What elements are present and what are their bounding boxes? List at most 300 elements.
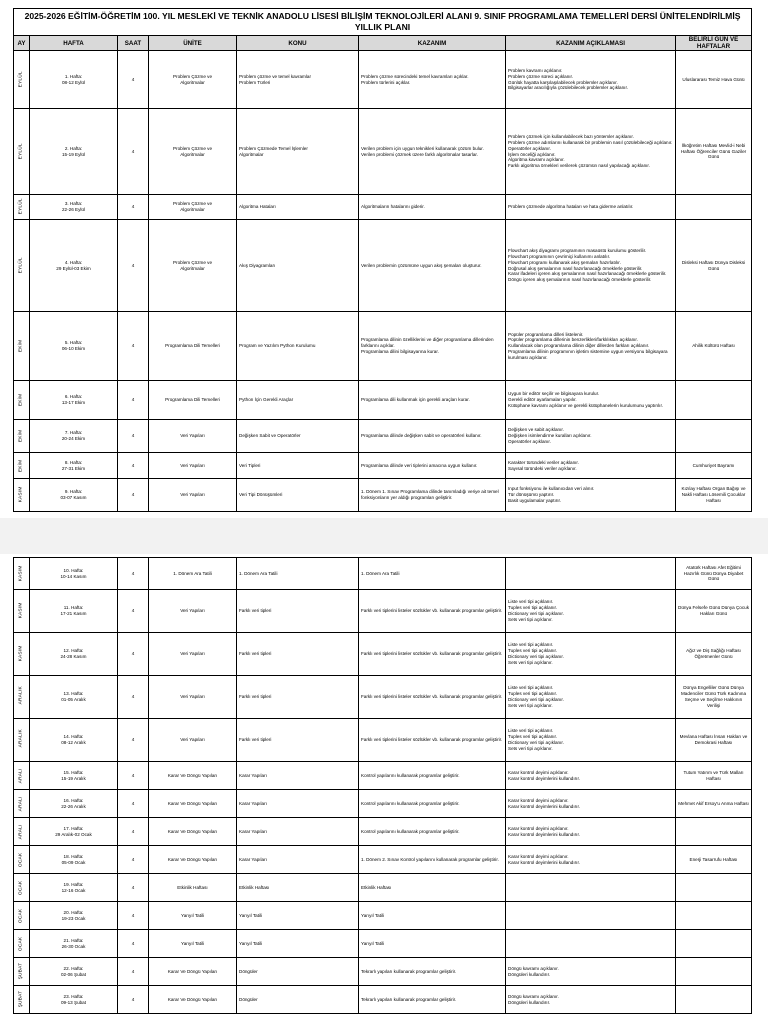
month-label: EYLÜL [18,256,24,273]
title-row [14,9,752,36]
cell-line: Karar kontrol deyimi açıklanır. [508,797,569,803]
cell-konu [237,846,359,874]
cell-line: Mehmet Akif Ersoy'u Anma Haftası [678,800,749,806]
cell-line: Verilen problem için uygun teknikleri kullanarak çözüm bulur. [361,145,484,151]
cell-konu [237,930,359,958]
table-row [14,195,752,220]
cell-hafta [30,312,118,381]
cell-ay [14,719,30,762]
cell-line: Tuples veri tipi açıklanır. [508,605,558,611]
cell-unite [149,51,237,109]
cell-line: Popüler programlama dilleri listelenir. [508,331,584,337]
cell-line: Karar ifadeleri içeren akış şemalarının nasıl hazırlanacağı örneklerle gösterilir. [508,271,667,277]
cell-line: Programlama dili kullanmak için gerekli araçları kurar. [361,397,470,403]
cell-unite [149,676,237,719]
month-label: EYLÜL [18,142,24,159]
cell-line: Değişken Sabit ve Operatörler [239,433,301,439]
cell-line: Karar Ve Döngü Yapıları [167,856,218,862]
cell-line: 18. Hafta: [63,853,84,859]
cell-line: Dictionary veri tipi açıklanır. [508,611,564,616]
cell-ay [14,381,30,420]
cell-line: Değişken isimlendirme kuralları açıklanır. [508,433,592,439]
cell-line: Dictionary veri tipi açıklanır. [508,654,564,659]
cell-gunler [676,930,752,958]
cell-saat: 4 [118,986,149,1014]
table-row [14,719,752,762]
table-row [14,986,752,1014]
cell-kazanim [359,51,506,109]
cell-line: Farklı veri tiplerini listeler sözlükler vb. kullanarak programlar geliştirir. [361,651,503,657]
cell-line: Problem Türleri [239,79,271,85]
cell-aciklama [506,930,676,958]
cell-kazanim [359,818,506,846]
cell-gunler [676,558,752,590]
cell-line: Uluslararası Temiz Hava Günü [682,76,745,82]
cell-aciklama [506,420,676,453]
cell-gunler [676,312,752,381]
month-label: ARALI [18,796,24,811]
month-label: EKİM [18,429,24,443]
month-label: EYLÜL [18,198,24,215]
cell-gunler [676,220,752,312]
cell-aciklama [506,958,676,986]
header-row [14,36,752,51]
cell-line: Yarıyıl Tatili [180,940,205,946]
cell-line: 15-19 Eylül [62,151,85,157]
table-row [14,902,752,930]
cell-hafta [30,633,118,676]
cell-line: Sets veri tipi açıklanır. [508,702,553,708]
month-label: EKİM [18,459,24,472]
month-label: OCAK [18,852,24,867]
cell-line: Veri Yapıları [180,737,205,743]
cell-line: Algoritmaların hatalarını giderir. [361,204,425,210]
cell-saat: 4 [118,109,149,195]
cell-line: Kontrol yapılarını kullanarak programlar geliştirir. [361,800,460,806]
cell-line: 09-13 Şubat [60,999,87,1005]
cell-saat: 4 [118,590,149,633]
cell-line: Operatörler açıklanır. [508,438,551,444]
month-label: ARALIK [18,729,24,748]
cell-konu [237,195,359,220]
table-row [14,51,752,109]
cell-kazanim [359,381,506,420]
cell-line: 22. Hafta: [63,965,84,971]
cell-line: Enerji Tasarrufu Haftası [689,856,738,862]
cell-gunler [676,381,752,420]
cell-line: Döngü kavramı açıklanır. [508,965,559,971]
cell-aciklama [506,818,676,846]
cell-gunler [676,676,752,719]
cell-konu [237,590,359,633]
cell-line: Ahilik Kültürü Haftası [692,343,735,349]
cell-line: Farklı algoritma örnekleri verilerek çözümün nasıl yapılacağı açıklanır. [508,163,650,169]
cell-line: Döngü içeren akış şemalarının nasıl hazırlanacağı örneklerle gösterilir. [508,277,652,283]
cell-gunler [676,958,752,986]
cell-line: Problem Çözme ve [172,145,213,151]
cell-konu [237,51,359,109]
table-row [14,958,752,986]
cell-line: 12. Hafta: [63,648,84,654]
cell-line: Karar kontrol deyimlerini kullandırır. [508,831,580,837]
cell-line: 29 Eylül-03 Ekim [56,265,91,271]
cell-hafta [30,479,118,512]
cell-line: 06-10 Ekim [61,346,86,351]
cell-gunler [676,633,752,676]
cell-line: Yarıyıl Tatili [361,912,385,918]
cell-kazanim [359,676,506,719]
cell-gunler [676,719,752,762]
cell-line: Programlama dilinde değişken sabit ve operatörleri kullanır. [361,433,482,439]
cell-line: 11. Hafta: [63,605,84,611]
cell-aciklama [506,874,676,902]
cell-line: 08-12 Aralık [61,740,86,745]
cell-aciklama [506,719,676,762]
cell-line: 7. Hafta: [64,430,83,436]
cell-line: Problem çözme sürecindeki temel kavramları açıklar. [361,73,469,79]
cell-hafta [30,453,118,479]
cell-line: 02-06 Şubat [60,971,87,977]
plan-page-1 [13,8,751,512]
cell-saat: 4 [118,719,149,762]
cell-gunler [676,790,752,818]
cell-line: Döngü kavramı açıklanır. [508,993,559,999]
cell-line: Değişken ve sabit açıklanır. [508,427,564,433]
month-label: KASIM [18,486,24,503]
cell-line: Doğrusal akış şemalarının nasıl hazırlanacağı örneklerle gösterilir. [508,265,643,271]
cell-line: Flowchart programının çevrimiçi kullanımı anlatılır. [508,253,611,259]
cell-kazanim [359,453,506,479]
cell-line: Kontrol yapılarını kullanarak programlar geliştirir. [361,772,460,778]
cell-line: 01-05 Aralık [61,697,86,702]
cell-saat: 4 [118,762,149,790]
cell-line: 12-16 Ocak [61,887,86,893]
cell-kazanim [359,719,506,762]
cell-aciklama [506,453,676,479]
header-hafta: HAFTA [30,36,118,51]
cell-line: Algoritmalar [180,265,205,271]
cell-line: Programlama dilinin programının işletim sistemine uygun versiyonu bilgisayara kurulması açıklanır. [508,348,668,360]
cell-hafta [30,558,118,590]
cell-kazanim [359,790,506,818]
table-row [14,633,752,676]
cell-saat: 4 [118,381,149,420]
table-row [14,930,752,958]
cell-saat: 4 [118,633,149,676]
cell-konu [237,676,359,719]
cell-line: Algoritma Hataları [239,204,276,210]
cell-line: Etkinlik Haftası [361,884,392,890]
header-belirli-gunler: BELİRLİ GÜN VE HAFTALAR [676,36,752,51]
cell-line: Karar Ve Döngü Yapıları [167,996,218,1002]
cell-ay [14,590,30,633]
cell-line: Karakter türündeki veriler açıklanır. [508,459,579,465]
cell-line: Verilen problemin çözümüne uygun akış şemaları oluşturur. [361,262,482,268]
cell-line: 2. Hafta: [64,145,83,151]
cell-line: Verilen problemi çözmek üzere farklı algoritmalar tasarlar. [361,151,478,157]
cell-hafta [30,109,118,195]
cell-line: 19. Hafta: [63,881,84,887]
cell-saat: 4 [118,453,149,479]
cell-kazanim [359,762,506,790]
cell-ay [14,762,30,790]
cell-line: 20. Hafta: [63,909,84,915]
cell-line: Karar kontrol deyimi açıklanır. [508,769,569,775]
cell-gunler [676,986,752,1014]
table-row [14,381,752,420]
month-label: ARALI [18,768,24,783]
cell-aciklama [506,195,676,220]
cell-aciklama [506,558,676,590]
cell-line: Yarıyıl Tatili [239,940,263,946]
cell-line: Farklı veri tiplerini listeler sözlükler vb. kullanarak programlar geliştirir. [361,694,503,700]
cell-line: Karar Yapıları [239,800,267,806]
table-row [14,558,752,590]
cell-line: Algoritma kavramı açıklanır. [508,157,565,163]
cell-line: Karar Yapıları [239,828,267,834]
cell-line: 29 Aralık-02 Ocak [55,831,92,837]
page-gap [0,518,768,554]
cell-saat: 4 [118,846,149,874]
cell-line: Atatürk Haftası Afet Eğitimi Hazırlık Günü Dünya Diyabet Günü [683,564,744,582]
header-kazanim: KAZANIM [359,36,506,51]
cell-line: Python İçin Gerekli Araçlar [239,397,294,403]
cell-unite [149,818,237,846]
month-label: OCAK [18,908,24,923]
cell-line: Karar kontrol deyimlerini kullandırır. [508,803,580,809]
cell-unite [149,930,237,958]
cell-line: 1. Dönem Ara Tatili [239,570,278,576]
cell-line: Algoritmalar [180,151,205,157]
cell-line: 1. Dönem 1. Sınav Programlama dilinde tanımladığı veriye ait temel fonksiyonların yer aldığı programları geliştirir. [361,489,499,500]
cell-line: Liste veri tipi açıklanır. [508,599,554,605]
cell-gunler [676,109,752,195]
cell-hafta [30,220,118,312]
cell-saat: 4 [118,220,149,312]
cell-line: Döngüler [239,968,258,974]
cell-gunler [676,590,752,633]
cell-aciklama [506,51,676,109]
cell-saat: 4 [118,958,149,986]
header-kazanim-aciklamasi: KAZANIM AÇIKLAMASI [506,36,676,51]
cell-ay [14,312,30,381]
cell-hafta [30,902,118,930]
cell-line: Problem çözmek için kullanılabilecek bazı yöntemler açıklanır. [508,134,634,140]
cell-konu [237,902,359,930]
cell-line: Yarıyıl Tatili [180,912,205,918]
cell-line: Farklı veri tiplerini listeler sözlükler vb. kullanarak programlar geliştirir. [361,608,503,614]
cell-line: Liste veri tipi açıklanır. [508,685,554,691]
cell-line: 14. Hafta: [63,734,84,740]
cell-ay [14,558,30,590]
cell-kazanim [359,312,506,381]
cell-ay [14,479,30,512]
cell-line: Liste veri tipi açıklanır. [508,642,554,648]
cell-hafta [30,381,118,420]
cell-gunler [676,195,752,220]
cell-line: Tutum Yatırım ve Türk Malları Haftası [683,769,744,781]
month-label: ARALIK [18,686,24,705]
month-label: ARALI [18,824,24,839]
cell-line: Veri Tipleri [239,462,261,468]
cell-line: 22-26 Eylül [62,207,85,212]
cell-line: 17. Hafta: [63,825,84,831]
cell-line: Veri Yapıları [180,492,205,498]
month-label: EKİM [18,339,24,353]
cell-line: 3. Hafta: [64,201,83,207]
month-label: ŞUBAT [18,990,24,1007]
header-unite: ÜNİTE [149,36,237,51]
month-label: KASIM [18,602,24,619]
cell-line: Bilgisayarlar aracılığıyla çözülebilecek problemler açıklanır. [508,85,629,91]
table-row [14,109,752,195]
cell-kazanim [359,986,506,1014]
cell-line: Tuples veri tipi açıklanır. [508,734,558,740]
cell-line: 03-07 Kasım [60,495,87,500]
cell-unite [149,453,237,479]
cell-gunler [676,902,752,930]
plan-table-1 [13,8,752,512]
cell-hafta [30,930,118,958]
cell-gunler [676,846,752,874]
cell-kazanim [359,902,506,930]
cell-line: Tekrarlı yapıları kullanarak programlar geliştirir. [361,968,457,974]
cell-ay [14,790,30,818]
cell-line: Popüler programlama dillerinin benzerlikleri/farklılıkları açıklanır. [508,337,638,343]
cell-unite [149,381,237,420]
cell-line: Farklı veri tipleri [239,737,272,743]
cell-ay [14,818,30,846]
cell-saat: 4 [118,558,149,590]
cell-hafta [30,719,118,762]
cell-aciklama [506,109,676,195]
cell-line: Programlama Dili Temelleri [165,397,220,403]
cell-line: Farklı veri tipleri [239,651,272,657]
cell-hafta [30,195,118,220]
cell-line: 20-24 Ekim [61,436,86,441]
cell-hafta [30,51,118,109]
cell-aciklama [506,220,676,312]
cell-konu [237,719,359,762]
cell-aciklama [506,676,676,719]
cell-line: Karar kontrol deyimi açıklanır. [508,825,569,831]
cell-line: Problem Çözme ve [172,201,213,207]
cell-line: 24-28 Kasım [60,654,87,659]
cell-unite [149,312,237,381]
cell-line: Problem çözmede algoritma hataları ve hata giderme anlatılır. [508,204,634,210]
cell-line: 1. Hafta: [64,73,83,79]
cell-saat: 4 [118,930,149,958]
cell-line: Döngüleri kullandırır. [508,971,551,977]
cell-hafta [30,874,118,902]
cell-hafta [30,846,118,874]
cell-ay [14,195,30,220]
cell-kazanim [359,846,506,874]
cell-gunler [676,420,752,453]
cell-line: Farklı veri tipleri [239,608,272,614]
cell-line: 13. Hafta: [63,691,84,697]
cell-line: 26-30 Ocak [61,943,86,949]
month-label: KASIM [18,565,24,581]
cell-line: Disleksi Haftası Dünya Disleksi Günü [681,259,746,271]
cell-ay [14,902,30,930]
cell-unite [149,109,237,195]
cell-line: Algoritmalar [180,207,205,212]
cell-ay [14,109,30,195]
cell-line: Veri Yapıları [180,433,205,439]
cell-kazanim [359,420,506,453]
cell-line: Etkinlik Haftası [239,884,270,890]
cell-line: 1. Dönem Ara Tatili [173,570,212,576]
cell-unite [149,762,237,790]
cell-ay [14,453,30,479]
cell-line: Programlama dilinde veri tiplerini amacına uygun kullanır. [361,462,478,468]
cell-ay [14,958,30,986]
plan-page-2 [13,557,751,1014]
cell-konu [237,633,359,676]
cell-line: Karar Ve Döngü Yapıları [167,968,218,974]
cell-line: Kullanılacak olan programlama dilinin diğer dillerden farkları açıklanır. [508,343,650,349]
cell-line: Yarıyıl Tatili [361,940,385,946]
cell-line: Ağız ve Diş Sağlığı Haftası Öğretmenler Günü [686,648,741,659]
table-row [14,676,752,719]
cell-line: Günlük hayatta karşılaşılabilecek problemler açıklanır. [508,79,618,85]
cell-line: Operatörler açıklanır. [508,145,551,151]
cell-hafta [30,818,118,846]
cell-line: Problem çözme adımlarını kullanarak bir problemin nasıl çözülebileceği açıklanır. [508,139,673,145]
cell-kazanim [359,930,506,958]
table-row [14,220,752,312]
cell-gunler [676,51,752,109]
cell-konu [237,381,359,420]
cell-line: Veri Yapıları [180,608,205,614]
cell-konu [237,790,359,818]
cell-unite [149,986,237,1014]
cell-line: Algoritmalar [239,151,264,157]
table-row [14,420,752,453]
cell-line: Etkinlik Haftası [177,884,208,890]
cell-gunler [676,453,752,479]
cell-line: İlköğretim Haftası Mevlid-i Nebi Haftası Öğrenciler Günü Gaziler Günü [680,142,747,160]
cell-kazanim [359,558,506,590]
cell-line: Veri Tipi Dönüşümleri [239,492,283,498]
cell-kazanim [359,109,506,195]
cell-ay [14,633,30,676]
cell-unite [149,958,237,986]
cell-line: 15-19 Aralık [61,775,86,781]
cell-line: Dünya Felsefe Günü Dünya Çocuk Hakları Günü [678,605,749,616]
cell-line: 16. Hafta: [63,797,84,803]
cell-saat: 4 [118,790,149,818]
cell-hafta [30,790,118,818]
cell-line: 05-09 Ocak [61,859,86,865]
cell-hafta [30,958,118,986]
cell-line: Veri Yapıları [180,462,205,468]
cell-line: Karar Yapıları [239,856,267,862]
cell-line: Programlama dilinin özelliklerini ve diğer programlama dillerinden farklarını açıklar. [361,337,494,349]
cell-konu [237,109,359,195]
cell-line: Sets veri tipi açıklanır. [508,745,553,751]
cell-line: Dictionary veri tipi açıklanır. [508,697,564,702]
cell-aciklama [506,381,676,420]
cell-line: Farklı veri tipleri [239,694,272,700]
cell-line: 10-14 Kasım [60,573,87,579]
cell-unite [149,558,237,590]
cell-saat: 4 [118,312,149,381]
cell-saat: 4 [118,818,149,846]
cell-unite [149,846,237,874]
cell-line: Problem Çözme ve [172,73,213,79]
